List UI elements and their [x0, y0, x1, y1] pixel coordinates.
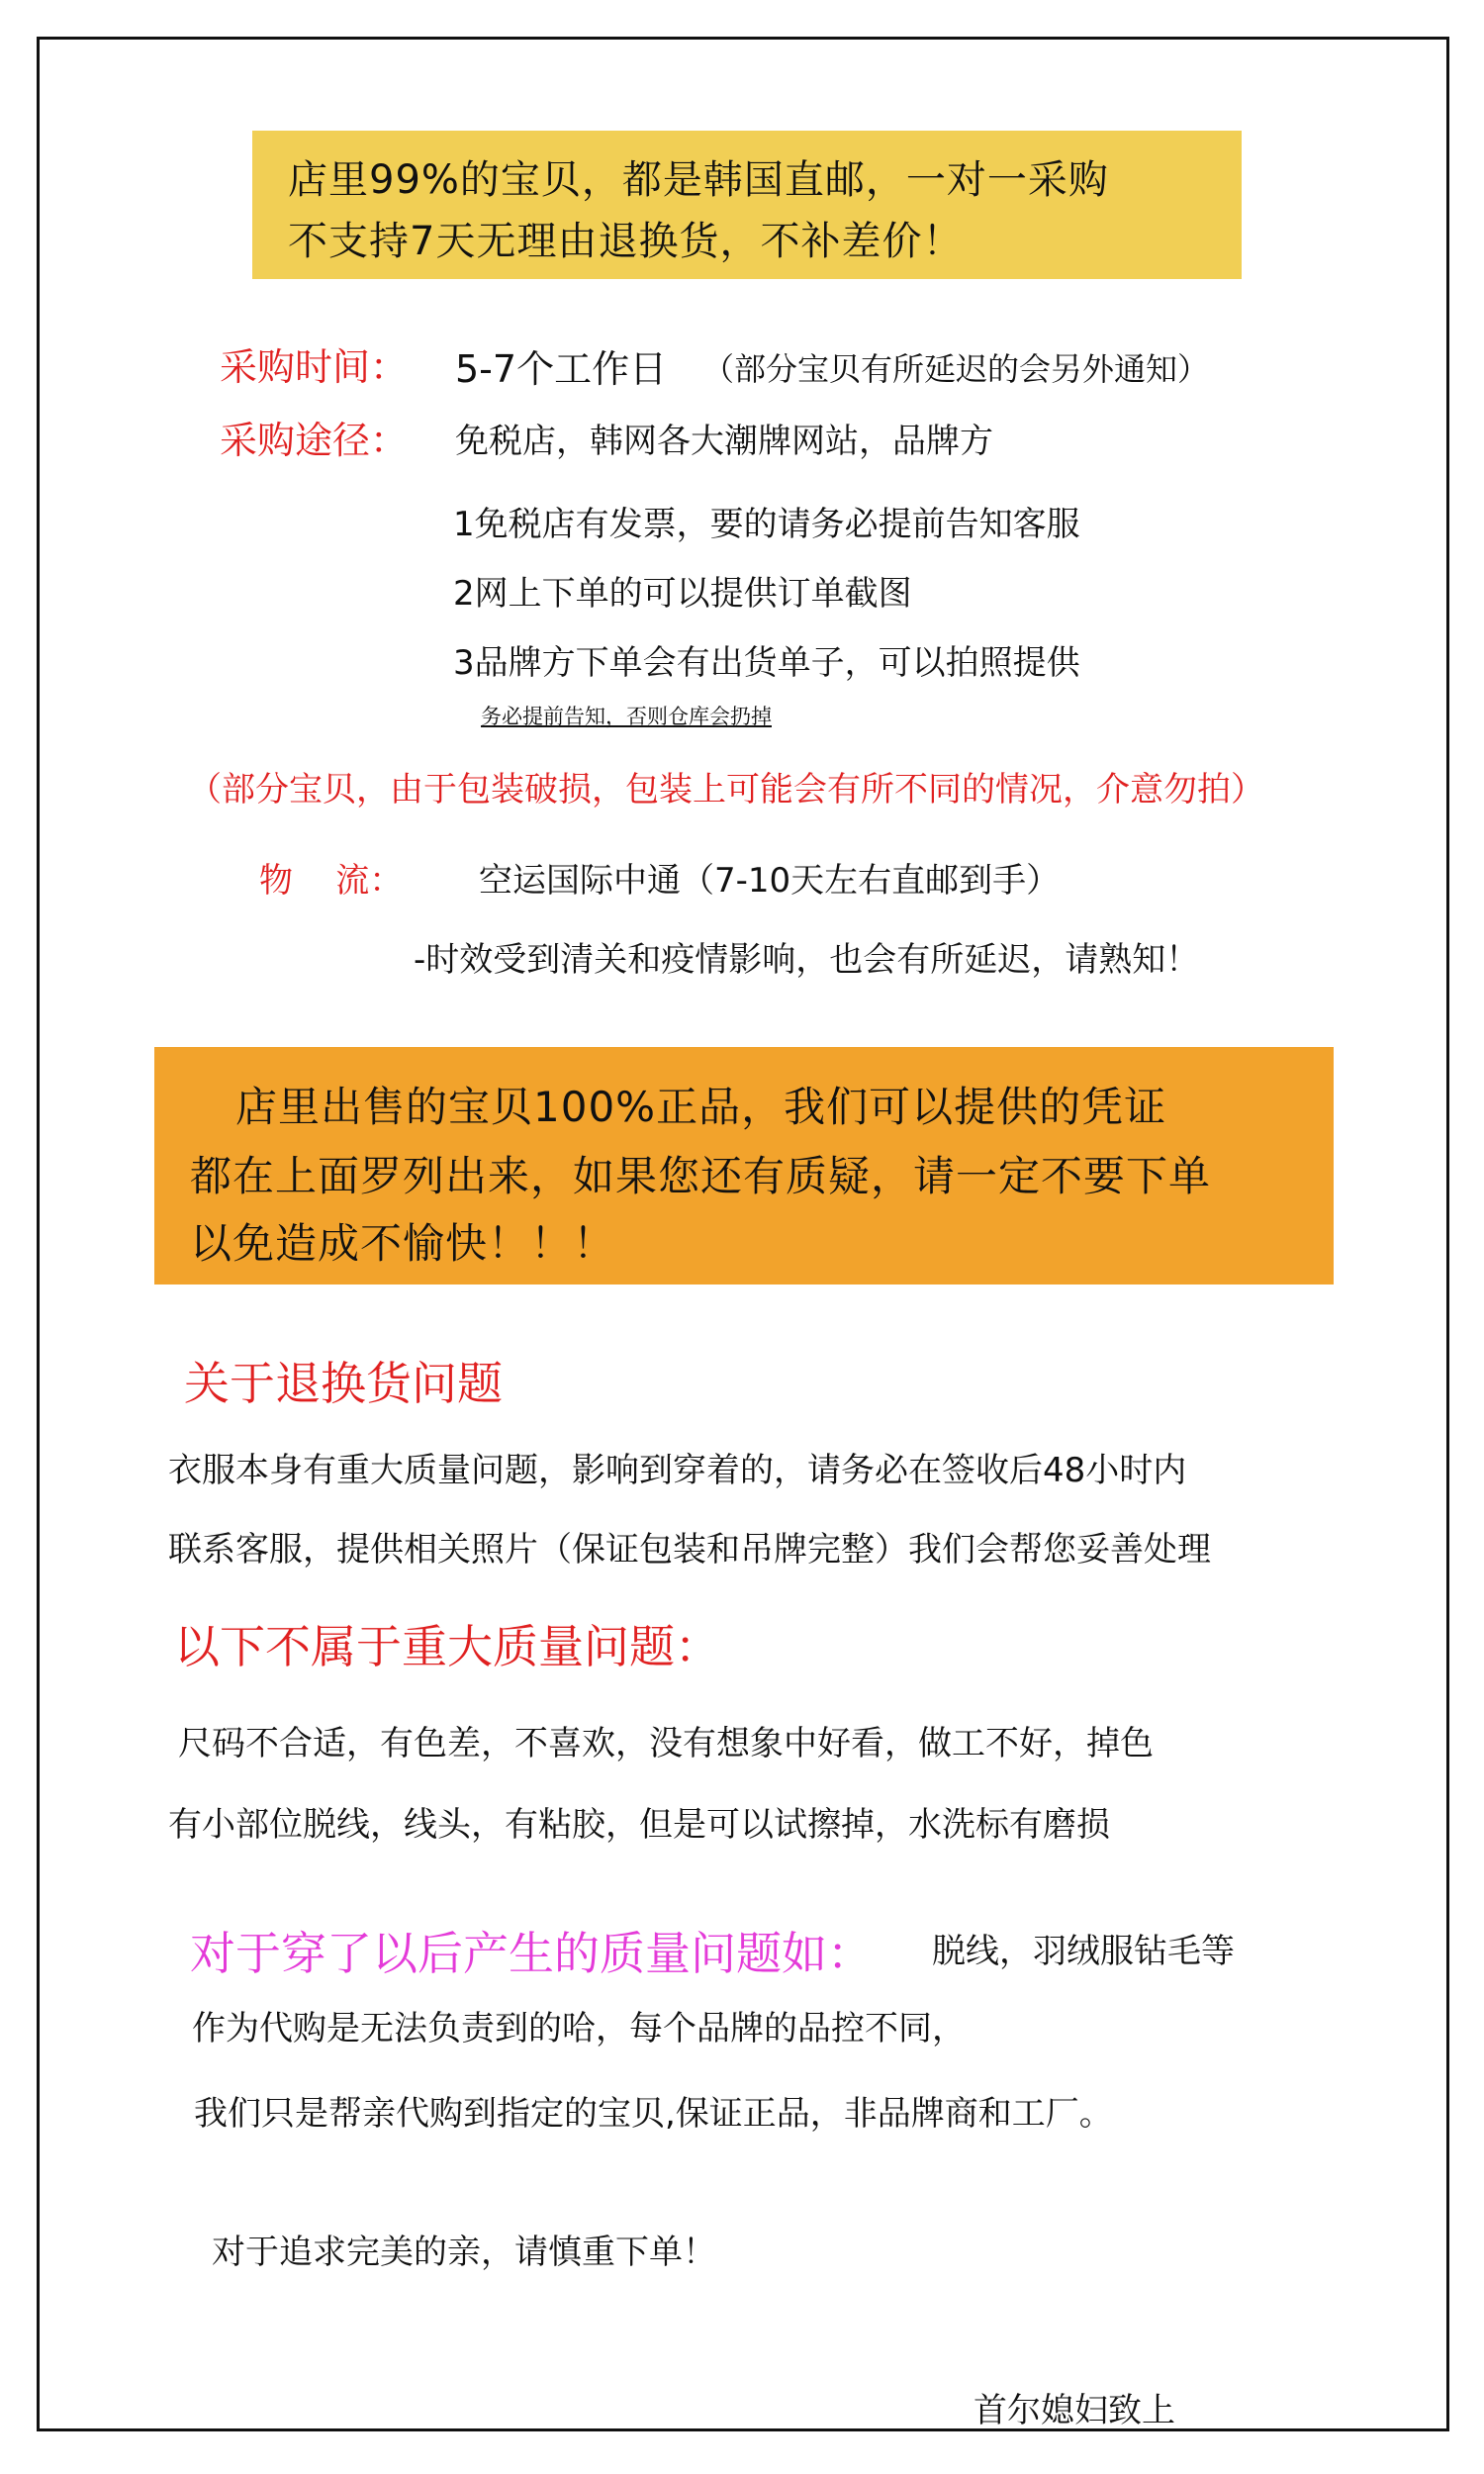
channel-footnote: 务必提前告知，否则仓库会扔掉: [481, 705, 772, 728]
not-quality-line: 尺码不合适，有色差，不喜欢，没有想象中好看，做工不好，掉色: [178, 1724, 1154, 1763]
notice-line: 都在上面罗列出来，如果您还有质疑，请一定不要下单: [190, 1152, 1212, 1200]
after-wear-line: 我们只是帮亲代购到指定的宝贝,保证正品，非品牌商和工厂。: [194, 2094, 1113, 2134]
notice-line: 店里99%的宝贝，都是韩国直邮，一对一采购: [288, 157, 1109, 203]
notice-korea-direct: [252, 131, 1242, 279]
returns-line: 联系客服，提供相关照片（保证包装和吊牌完整）我们会帮您妥善处理: [168, 1530, 1211, 1570]
closing-line: 对于追求完美的亲，请慎重下单！: [212, 2233, 716, 2272]
purchase-time-value: 5-7个工作日: [455, 347, 668, 391]
channel-item-duty-free: 1免税店有发票，要的请务必提前告知客服: [453, 505, 1080, 544]
notice-line: 店里出售的宝贝100%正品，我们可以提供的凭证: [235, 1083, 1167, 1131]
notice-line: 不支持7天无理由退换货，不补差价！: [288, 219, 964, 264]
channel-item-online: 2网上下单的可以提供订单截图: [453, 574, 912, 614]
purchase-time-note: （部分宝贝有所延迟的会另外通知）: [702, 350, 1210, 388]
returns-line: 衣服本身有重大质量问题，影响到穿着的，请务必在签收后48小时内: [168, 1451, 1187, 1490]
not-quality-line: 有小部位脱线，线头，有粘胶，但是可以试擦掉，水洗标有磨损: [168, 1805, 1110, 1845]
logistics-note: -时效受到清关和疫情影响，也会有所延迟，请熟知！: [414, 940, 1200, 980]
after-wear-examples: 脱线，羽绒服钻毛等: [932, 1932, 1235, 1971]
notice-authentic: [154, 1047, 1334, 1285]
not-quality-heading: 以下不属于重大质量问题：: [174, 1620, 720, 1673]
logistics-label: 物 流：: [259, 861, 404, 901]
purchase-time-label: 采购时间：: [220, 345, 409, 389]
damage-note: （部分宝贝，由于包装破损，包装上可能会有所不同的情况，介意勿拍）: [188, 770, 1264, 809]
purchase-channel-value: 免税店，韩网各大潮牌网站，品牌方: [455, 422, 993, 461]
logistics-value: 空运国际中通（7-10天左右直邮到手）: [479, 861, 1061, 901]
purchase-channel-label: 采购途径：: [220, 419, 409, 462]
notice-line: 以免造成不愉快！！！: [190, 1219, 616, 1268]
channel-item-brand: 3品牌方下单会有出货单子，可以拍照提供: [453, 643, 1080, 683]
returns-heading: 关于退换货问题: [184, 1357, 503, 1410]
after-wear-line: 作为代购是无法负责到的哈，每个品牌的品控不同，: [192, 2009, 966, 2048]
after-wear-heading: 对于穿了以后产生的质量问题如：: [190, 1927, 873, 1980]
signature: 首尔媳妇致上: [974, 2391, 1175, 2430]
